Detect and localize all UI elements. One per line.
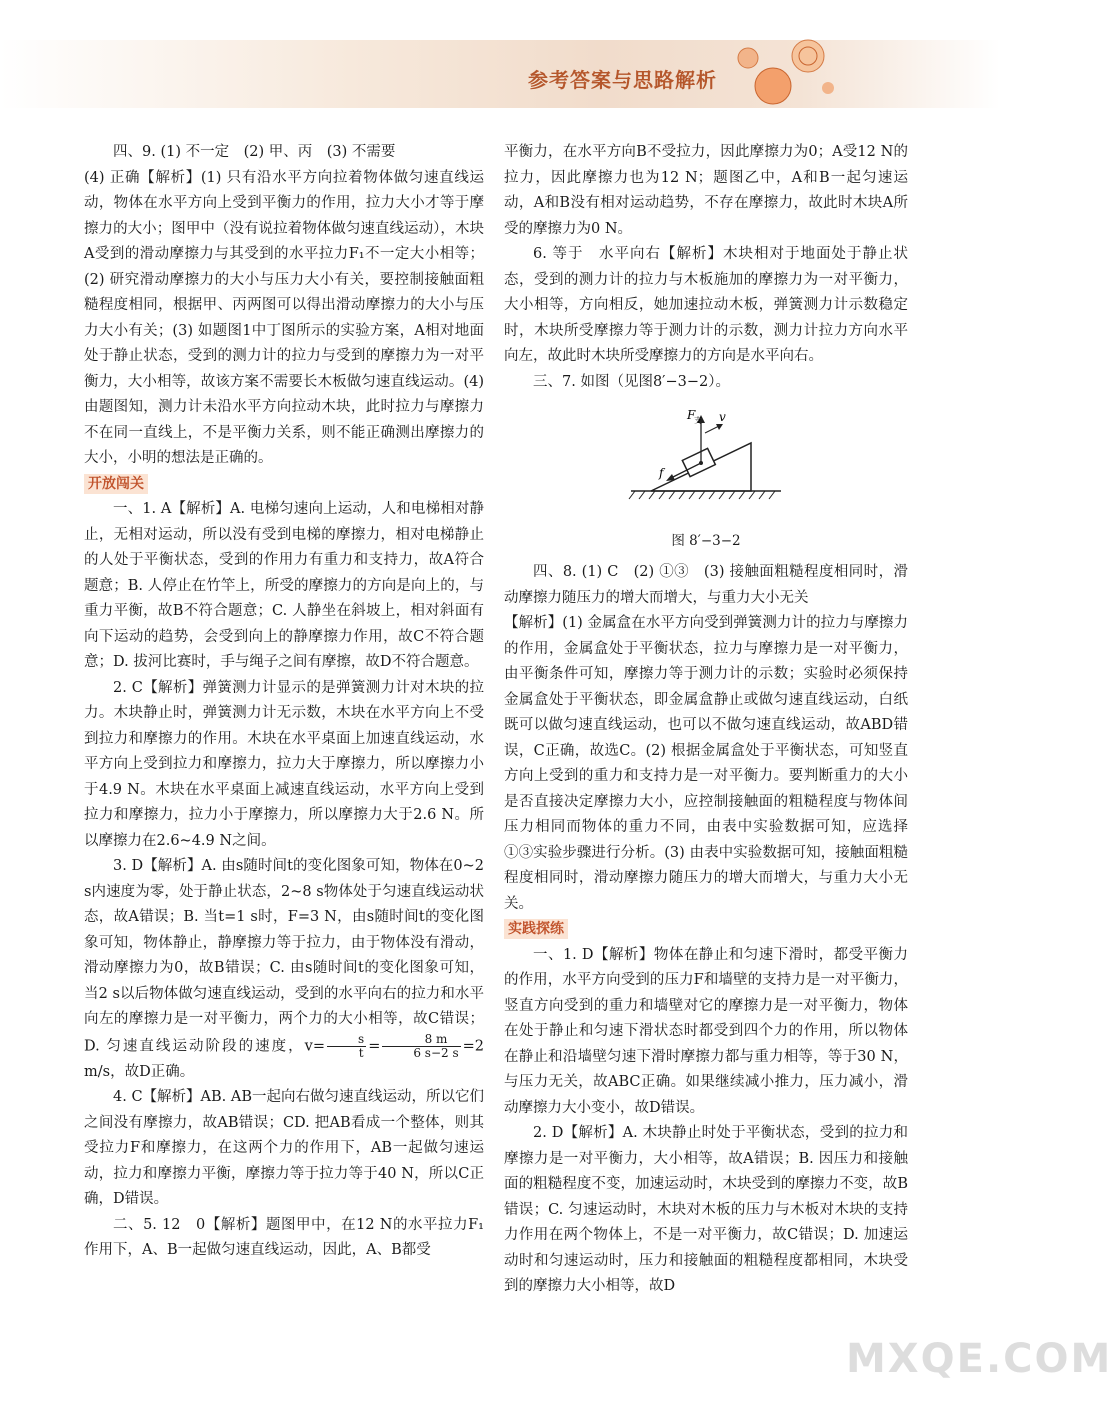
force-label-F: F — [687, 408, 696, 422]
force-label-subscript: 支 — [694, 416, 702, 425]
formula-lhs: v= — [304, 1038, 326, 1054]
answer-paragraph: 4. C【解析】AB. AB一起向右做匀速直线运动，所以它们之间没有摩擦力，故AB错误；CD. 把AB看成一个整体，则其受拉力F和摩擦力，在这两个力的作用下，AB一起做匀速运动，拉力和摩擦力平衡，摩擦力等于拉力等于40 N，所以C正确，D错误。 — [84, 1089, 485, 1207]
friction-label: f — [659, 466, 664, 480]
answer-paragraph: (4) 正确【解析】(1) 只有沿水平方向拉着物体做匀速直线运动，物体在水平方向上受到平衡力的作用，拉力大小才等于摩擦力的大小；图甲中（没有说拉着物体做匀速直线运动），木块A受到的滑动摩擦力与其受到的水平拉力F₁不一定大小相等；(2) 研究滑动摩擦力的大小与压力大小有关，要控制接触面粗糙程度相同，根据甲、丙两图可以得出滑动摩擦力的大小与压力大小有关；(3) 如题图1中丁图所示的实验方案，A相对地面处于静止状态，受到的测力计的拉力与受到的摩擦力为一对平衡力，大小相等，故该方案不需要长木板做匀速直线运动。(4) 由题图知，测力计未沿水平方向拉动木块，此时拉力与摩擦力不在同一直线上，不是平衡力关系，则不能正确测出摩擦力的大小，小明的想法是正确的。 — [84, 169, 484, 466]
answer-paragraph: 三、7. 如图（见图8′−3−2）。 — [533, 373, 730, 390]
answer-paragraph: 一、1. D【解析】物体在静止和匀速下滑时，都受平衡力的作用，水平方向受到的压力F和墙壁的支持力是一对平衡力，竖直方向受到的重力和墙壁对它的摩擦力是一对平衡力，物体在处于静止和匀速下滑状态时都受到四个力的作用，所以物体在静止和沿墙壁匀速下滑时摩擦力都与重力相等，等于30 N，与压力无关，故ABC正确。如果继续减小推力，压力减小，滑动摩擦力大小变小，故D错误。 — [504, 946, 908, 1116]
answer-paragraph: 四、9. (1) 不一定 (2) 甲、丙 (3) 不需要 — [113, 144, 396, 160]
answer-paragraph: 6. 等于 水平向右【解析】木块相对于地面处于静止状态，受到的测力计的拉力与木板施加的摩擦力为一对平衡力，大小相等，方向相反，她加速拉动木板，弹簧测力计示数稳定时，木块所受摩擦力等于测力计的示数，测力计拉力方向水平向左，故此时木块所受摩擦力的方向是水平向右。 — [504, 246, 908, 364]
answer-paragraph: 【解析】(1) 金属盒在水平方向受到弹簧测力计的拉力与摩擦力的作用，金属盒处于平衡状态，拉力与摩擦力是一对平衡力，由平衡条件可知，摩擦力等于测力计的示数；实验时必须保持金属盒处于平衡状态，即金属盒静止或做匀速直线运动，白纸既可以做匀速直线运动，也可以不做匀速直线运动，故ABD错误，C正确，故选C。(2) 根据金属盒处于平衡状态，可知竖直方向上受到的重力和支持力是一对平衡力。要判断重力的大小是否直接决定摩擦力大小，应控制接触面的粗糙程度与物体间压力相同而物体的重力不同，由表中实验数据可知，应选择①③实验步骤进行分析。(3) 由表中实验数据可知，接触面粗糙程度相同时，滑动摩擦力随压力的增大而增大，与重力大小无关。 — [504, 615, 908, 912]
figure-caption: 图 8′−3−2 — [671, 532, 741, 549]
answer-text: 3. D【解析】A. 由s随时间t的变化图象可知，物体在0~2 s内速度为零，处于静止状态，2~8 s物体处于匀速直线运动状态，故A错误；B. 当t=1 s时，F=3 N，由s随时间t的变化图象可知，物体静止，静摩擦力等于拉力，由于物体没有滑动，滑动摩擦力为0，故B错误；C. 由s随时间t的变化图象可知，当2 s以后物体做匀速直线运动，受到的水平向右的拉力和水平向左的摩擦力是一对平衡力，两个力的大小相等，故C错误；D. 匀速直线运动阶段的速度， — [84, 858, 484, 1054]
left-column — [84, 140, 484, 1264]
velocity-label: v — [719, 410, 726, 424]
formula-tail: =2 m/s，故D正确。 — [84, 1038, 484, 1080]
answer-paragraph: 2. C【解析】弹簧测力计显示的是弹簧测力计对木块的拉力。木块静止时，弹簧测力计无示数，木块在水平方向上不受到拉力和摩擦力的作用。木块在水平桌面上加速直线运动，水平方向上受到拉力和摩擦力，拉力大于摩擦力，所以摩擦力小于4.9 N。木块在水平桌面上减速直线运动，水平方向上受到拉力和摩擦力，拉力小于摩擦力，所以摩擦力大于2.6 N。所以摩擦力在2.6~4.9 N之间。 — [84, 679, 484, 849]
watermark: MXQE.COM — [846, 1336, 1112, 1382]
formula-equals: = — [368, 1038, 381, 1054]
answer-paragraph — [84, 854, 484, 1085]
page-header-title: 参考答案与思路解析 — [528, 68, 717, 92]
answer-paragraph: 二、5. 12 0【解析】题图甲中，在12 N的水平拉力F₁作用下，A、B一起做匀速直线运动，因此，A、B都受 — [84, 1216, 484, 1258]
header-band — [0, 40, 1000, 108]
section-tag: 开放闯关 — [84, 474, 148, 494]
section-tag: 实践探练 — [504, 919, 568, 939]
fraction-speed: $\frac{8 m}{6 s-2 s}$ — [382, 1033, 460, 1060]
fraction-s-over-t: $\frac{s}{t}$ — [327, 1033, 366, 1060]
answer-paragraph: 四、8. (1) C (2) ①③ (3) 接触面粗糙程度相同时，滑动摩擦力随压力的增大而增大，与重力大小无关 — [504, 564, 908, 606]
answer-paragraph: 一、1. A【解析】A. 电梯匀速向上运动，人和电梯相对静止，无相对运动，所以没有受到电梯的摩擦力，相对电梯静止的人处于平衡状态，受到的作用力有重力和支持力，故A符合题意；B. 人停止在竹竿上，所受的摩擦力的方向是向上的，与重力平衡，故B不符合题意；C. 人静坐在斜坡上，相对斜面有向下运动的趋势，会受到向上的静摩擦力作用，故C不符合题意；D. 拔河比赛时，手与绳子之间有摩擦，故D不符合题意。 — [84, 501, 484, 670]
planet-decoration-icon — [728, 28, 838, 112]
answer-paragraph: 平衡力，在水平方向B不受拉力，因此摩擦力为0；A受12 N的拉力，因此摩擦力也为12 N；题图乙中，A和B一起匀速运动，A和B没有相对运动趋势，不存在摩擦力，故此时木块A所受的摩擦力为0 N。 — [504, 144, 908, 237]
right-column — [504, 140, 908, 1300]
answer-paragraph: 2. D【解析】A. 木块静止时处于平衡状态，受到的拉力和摩擦力是一对平衡力，大小相等，故A错误；B. 因压力和接触面的粗糙程度不变，加速运动时，木块受到的摩擦力不变，故B错误；C. 匀速运动时，木块对木板的压力与木板对木块的支持力作用在两个物体上，不是一对平衡力，故C错误；D. 加速运动时和匀速运动时，压力和接触面的粗糙程度都相同，木块受到的摩擦力大小相等，故D — [504, 1125, 908, 1294]
incline-force-diagram — [504, 403, 908, 523]
